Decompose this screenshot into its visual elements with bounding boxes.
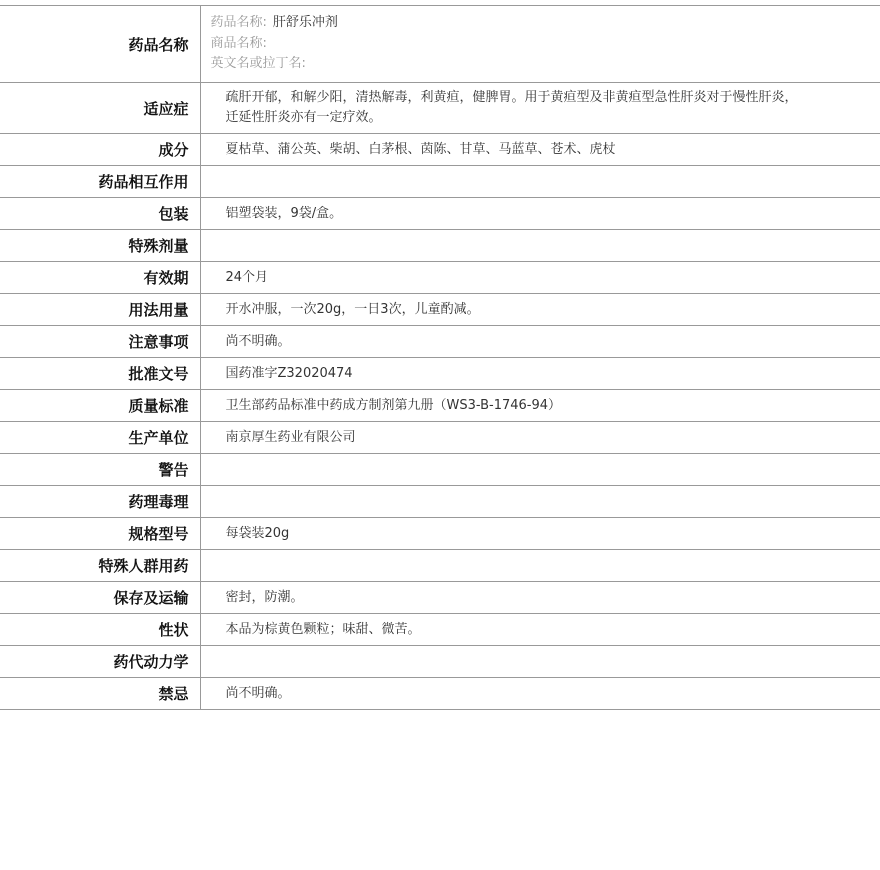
- row-value: [200, 166, 880, 198]
- row-special-populations: [0, 550, 880, 582]
- row-label: 批准文号: [0, 358, 200, 390]
- row-label: 适应症: [0, 83, 200, 134]
- row-interactions: [0, 166, 880, 198]
- row-label: 药代动力学: [0, 646, 200, 678]
- row-label: 药理毒理: [0, 486, 200, 518]
- row-value: [200, 646, 880, 678]
- row-quality-standard: [0, 390, 880, 422]
- row-label: 保存及运输: [0, 582, 200, 614]
- row-value: [200, 550, 880, 582]
- row-special-dosage: [0, 230, 880, 262]
- row-value: 南京厚生药业有限公司: [200, 422, 880, 454]
- row-indications: [0, 83, 880, 134]
- row-label: 用法用量: [0, 294, 200, 326]
- row-value: 疏肝开郁，和解少阳，清热解毒，利黄疸，健脾胃。用于黄疸型及非黄疸型急性肝炎对于慢性肝炎，迁延性肝炎亦有一定疗效。: [200, 83, 880, 134]
- row-label: 规格型号: [0, 518, 200, 550]
- row-label: 特殊剂量: [0, 230, 200, 262]
- row-value: 夏枯草、蒲公英、柴胡、白茅根、茵陈、甘草、马蓝草、苍术、虎杖: [200, 134, 880, 166]
- row-value: 尚不明确。: [200, 678, 880, 710]
- latin-name-line: [211, 54, 801, 75]
- row-value: 开水冲服，一次20g，一日3次，儿童酌减。: [200, 294, 880, 326]
- trade-name-line: [211, 34, 801, 55]
- row-ingredients: [0, 134, 880, 166]
- row-label: 成分: [0, 134, 200, 166]
- row-label: 包装: [0, 198, 200, 230]
- row-value: [200, 486, 880, 518]
- row-label: 注意事项: [0, 326, 200, 358]
- row-label: 禁忌: [0, 678, 200, 710]
- row-warning: [0, 454, 880, 486]
- row-pharmacology: [0, 486, 880, 518]
- row-label: 警告: [0, 454, 200, 486]
- row-value: 每袋装20g: [200, 518, 880, 550]
- drug-spec-table: [0, 5, 880, 710]
- latin-name-key: 英文名或拉丁名:: [210, 56, 306, 72]
- generic-name-line: [211, 13, 801, 34]
- trade-name-key: 商品名称:: [210, 35, 267, 51]
- row-value: [200, 454, 880, 486]
- row-label: 生产单位: [0, 422, 200, 454]
- row-value: 本品为棕黄色颗粒；味甜、微苦。: [200, 614, 880, 646]
- row-storage: [0, 582, 880, 614]
- generic-name-value: 肝舒乐冲剂: [272, 15, 338, 31]
- row-appearance: [0, 614, 880, 646]
- row-label: 性状: [0, 614, 200, 646]
- row-label: 药品相互作用: [0, 166, 200, 198]
- row-value: 密封，防潮。: [200, 582, 880, 614]
- row-label: 特殊人群用药: [0, 550, 200, 582]
- row-value: 国药准字Z32020474: [200, 358, 880, 390]
- row-pharmacokinetics: [0, 646, 880, 678]
- row-value: 卫生部药品标准中药成方制剂第九册（WS3-B-1746-94）: [200, 390, 880, 422]
- row-packaging: [0, 198, 880, 230]
- row-value: 尚不明确。: [200, 326, 880, 358]
- row-value: [200, 230, 880, 262]
- generic-name-key: 药品名称:: [210, 15, 267, 31]
- drug-names-cell: [200, 6, 880, 83]
- row-approval-number: [0, 358, 880, 390]
- row-specification: [0, 518, 880, 550]
- row-dosage: [0, 294, 880, 326]
- row-contraindications: [0, 678, 880, 710]
- row-label: 有效期: [0, 262, 200, 294]
- row-value: 铝塑袋装，9袋/盒。: [200, 198, 880, 230]
- row-precautions: [0, 326, 880, 358]
- row-shelf-life: [0, 262, 880, 294]
- row-manufacturer: [0, 422, 880, 454]
- row-value: 24个月: [200, 262, 880, 294]
- row-label: 药品名称: [0, 6, 200, 83]
- row-label: 质量标准: [0, 390, 200, 422]
- row-drug-name: [0, 6, 880, 83]
